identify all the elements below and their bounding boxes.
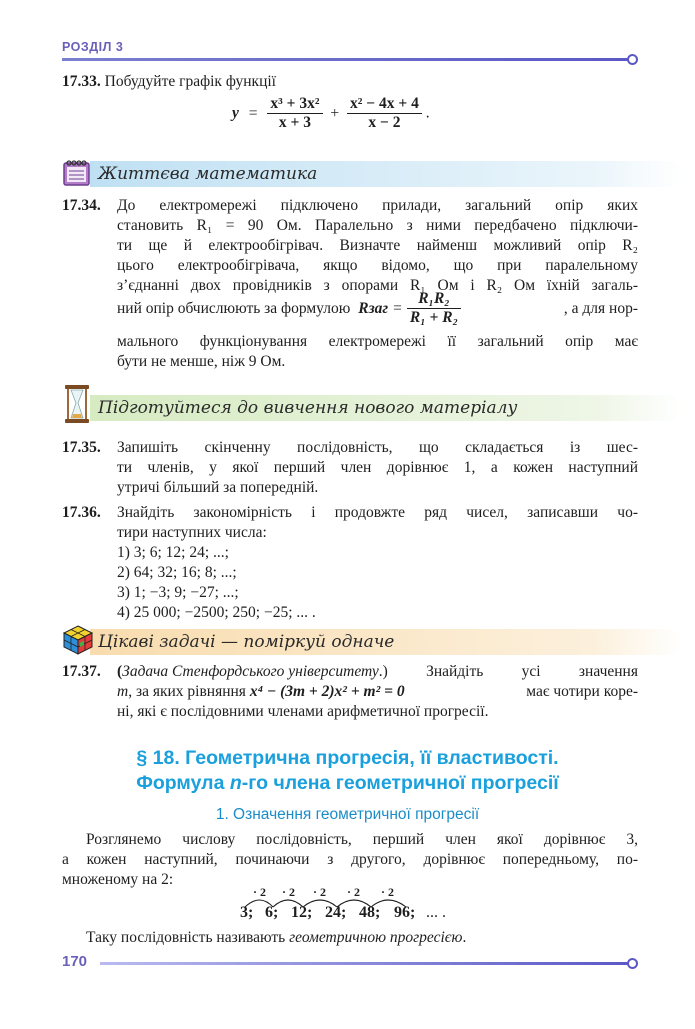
sequence-term: 6; [265,904,279,921]
problem-number-17-34: 17.34. [62,197,101,214]
footer-rule-end-circle [627,958,638,969]
formula-equals: = [393,299,402,317]
title-variable-n: n [229,772,242,794]
title-part: Формула [136,772,230,794]
sequence-term: 96; [394,904,416,921]
problem-number-17-35: 17.35. [62,439,101,456]
line-text: .) Знайдіть усі значення [378,663,638,680]
fraction-2 [347,95,422,132]
multiplier-label: · 2 [282,885,296,899]
problem-17-34-line: цього електрообігрівача, якщо відомо, що при паралельному [117,257,638,274]
problem-17-33 [62,72,276,92]
problem-17-34-formula-line [117,290,638,327]
multiplier-label: · 2 [381,885,395,899]
source-title: Задача Стенфордського університету [122,663,379,680]
formula-equals: = [248,104,258,122]
problem-17-34-line: мального функціонування електромережі її загальний опір має [117,333,638,350]
page-number: 170 [62,953,88,970]
band-title: Життєва математика [98,164,318,184]
problem-17-34-line: з’єднанні двох провідників з опорами R₁ Ом і R₂ Ом їхній загаль- [117,277,638,294]
list-item: 4) 25 000; −2500; 250; −25; ... . [117,604,316,621]
subsection-title: 1. Означення геометричної прогресії [215,806,480,823]
variable-m: m [117,683,129,700]
multiplier-label: · 2 [347,885,361,899]
equation: x⁴ − (3m + 2)x² + m² = 0 [249,683,405,700]
problem-17-34-line: становить R₁ = 90 Ом. Паралельно з ними передбачено підключи- [117,217,638,234]
header-rule [62,58,630,61]
problem-17-34-line: ти ще й електрообігрівач. Визначте найменш можливий опір R₂ [117,237,638,254]
multiplier-label: · 2 [253,885,267,899]
multiplier-label: · 2 [313,885,327,899]
term-geometric-progression: геометричною прогресією [289,929,463,946]
problem-17-35-line: ти членів, у якої перший член дорівнює 1, а кожен наступний [117,459,638,476]
problem-17-37-line-3: ні, які є послідовними членами арифметичної прогресії. [117,703,489,720]
closing-text: Таку послідовність називають [86,929,290,946]
closing-period: . [462,929,467,946]
fraction-numerator: R₁R₂ [407,290,461,309]
band-interesting-tasks [62,626,682,652]
list-item: 3) 1; −3; 9; −27; ...; [117,584,239,601]
band-prepare [62,392,682,418]
fraction-2-denominator: x − 2 [368,114,401,131]
list-item: 1) 3; 6; 12; 24; ...; [117,544,229,561]
formula-17-33 [232,95,430,132]
notepad-icon [62,158,92,188]
title-part: -го члена геометричної прогресії [241,772,559,794]
section-title-line-1: § 18. Геометрична прогресія, її властивості. [136,747,559,769]
band-title: Цікаві задачі — поміркуй одначе [98,632,395,652]
hourglass-icon [64,384,90,424]
resistance-fraction [407,290,461,327]
band-life-math [62,158,682,184]
formula-period: . [425,104,430,122]
problem-17-37-line-2 [117,682,638,702]
fraction-1-numerator: x³ + 3x² [267,95,322,114]
header-rule-end-circle [627,54,638,65]
problem-17-34-line: До електромережі підключено прилади, загальний опір яких [117,197,638,214]
formula-lhs: y [232,104,239,122]
geometric-sequence [240,885,470,925]
text-before-formula: ний опір обчислюють за формулою [117,299,351,317]
problem-number-17-37: 17.37. [62,663,101,680]
paren-open: ( [117,663,123,680]
problem-number-17-36: 17.36. [62,504,101,521]
fraction-1 [267,95,322,132]
formula-plus: + [330,104,340,122]
closing-line [86,928,466,948]
list-item: 2) 64; 32; 16; 8; ...; [117,564,237,581]
formula-lhs: Rзаг [358,299,389,317]
problem-17-37-line-1 [117,662,638,682]
fraction-denominator: R₁ + R₂ [409,309,458,326]
sequence-term: 12; [291,904,313,921]
footer-rule [100,962,630,965]
problem-text: Побудуйте графік функції [104,73,276,90]
sequence-term: 3; [240,904,254,921]
text-after-formula: , а для нор- [563,299,638,317]
problem-17-36-line: тири наступних числа: [117,524,267,541]
sequence-ellipsis: ... . [426,904,446,921]
problem-17-35-line: утричі більший за попередній. [117,479,319,496]
section-title-line-2 [0,771,695,795]
problem-17-35-line: Запишіть скінченну послідовність, що складається із шес- [117,439,638,456]
body-line: Розглянемо числову послідовність, перший член якої дорівнює 3, [86,831,638,848]
section-label: РОЗДІЛ 3 [62,40,124,54]
fraction-2-numerator: x² − 4x + 4 [347,95,422,114]
body-line: множеному на 2: [62,871,174,888]
sequence-term: 24; [325,904,347,921]
problem-17-36-line: Знайдіть закономірність і продовжте ряд чисел, записавши чо- [117,504,638,521]
band-title: Підготуйтеся до вивчення нового матеріалу [98,398,518,418]
body-line: а кожен наступний, починаючи з другого, дорівнює попередньому, по- [62,851,638,868]
problem-number: 17.33. [62,73,101,90]
problem-17-34-line: бути не менше, ніж 9 Ом. [117,353,286,370]
line-text: має чотири коре- [522,683,638,700]
rubik-cube-icon [62,624,94,656]
line-text: , за яких рівняння [128,683,250,700]
fraction-1-denominator: x + 3 [278,114,311,131]
sequence-term: 48; [359,904,381,921]
